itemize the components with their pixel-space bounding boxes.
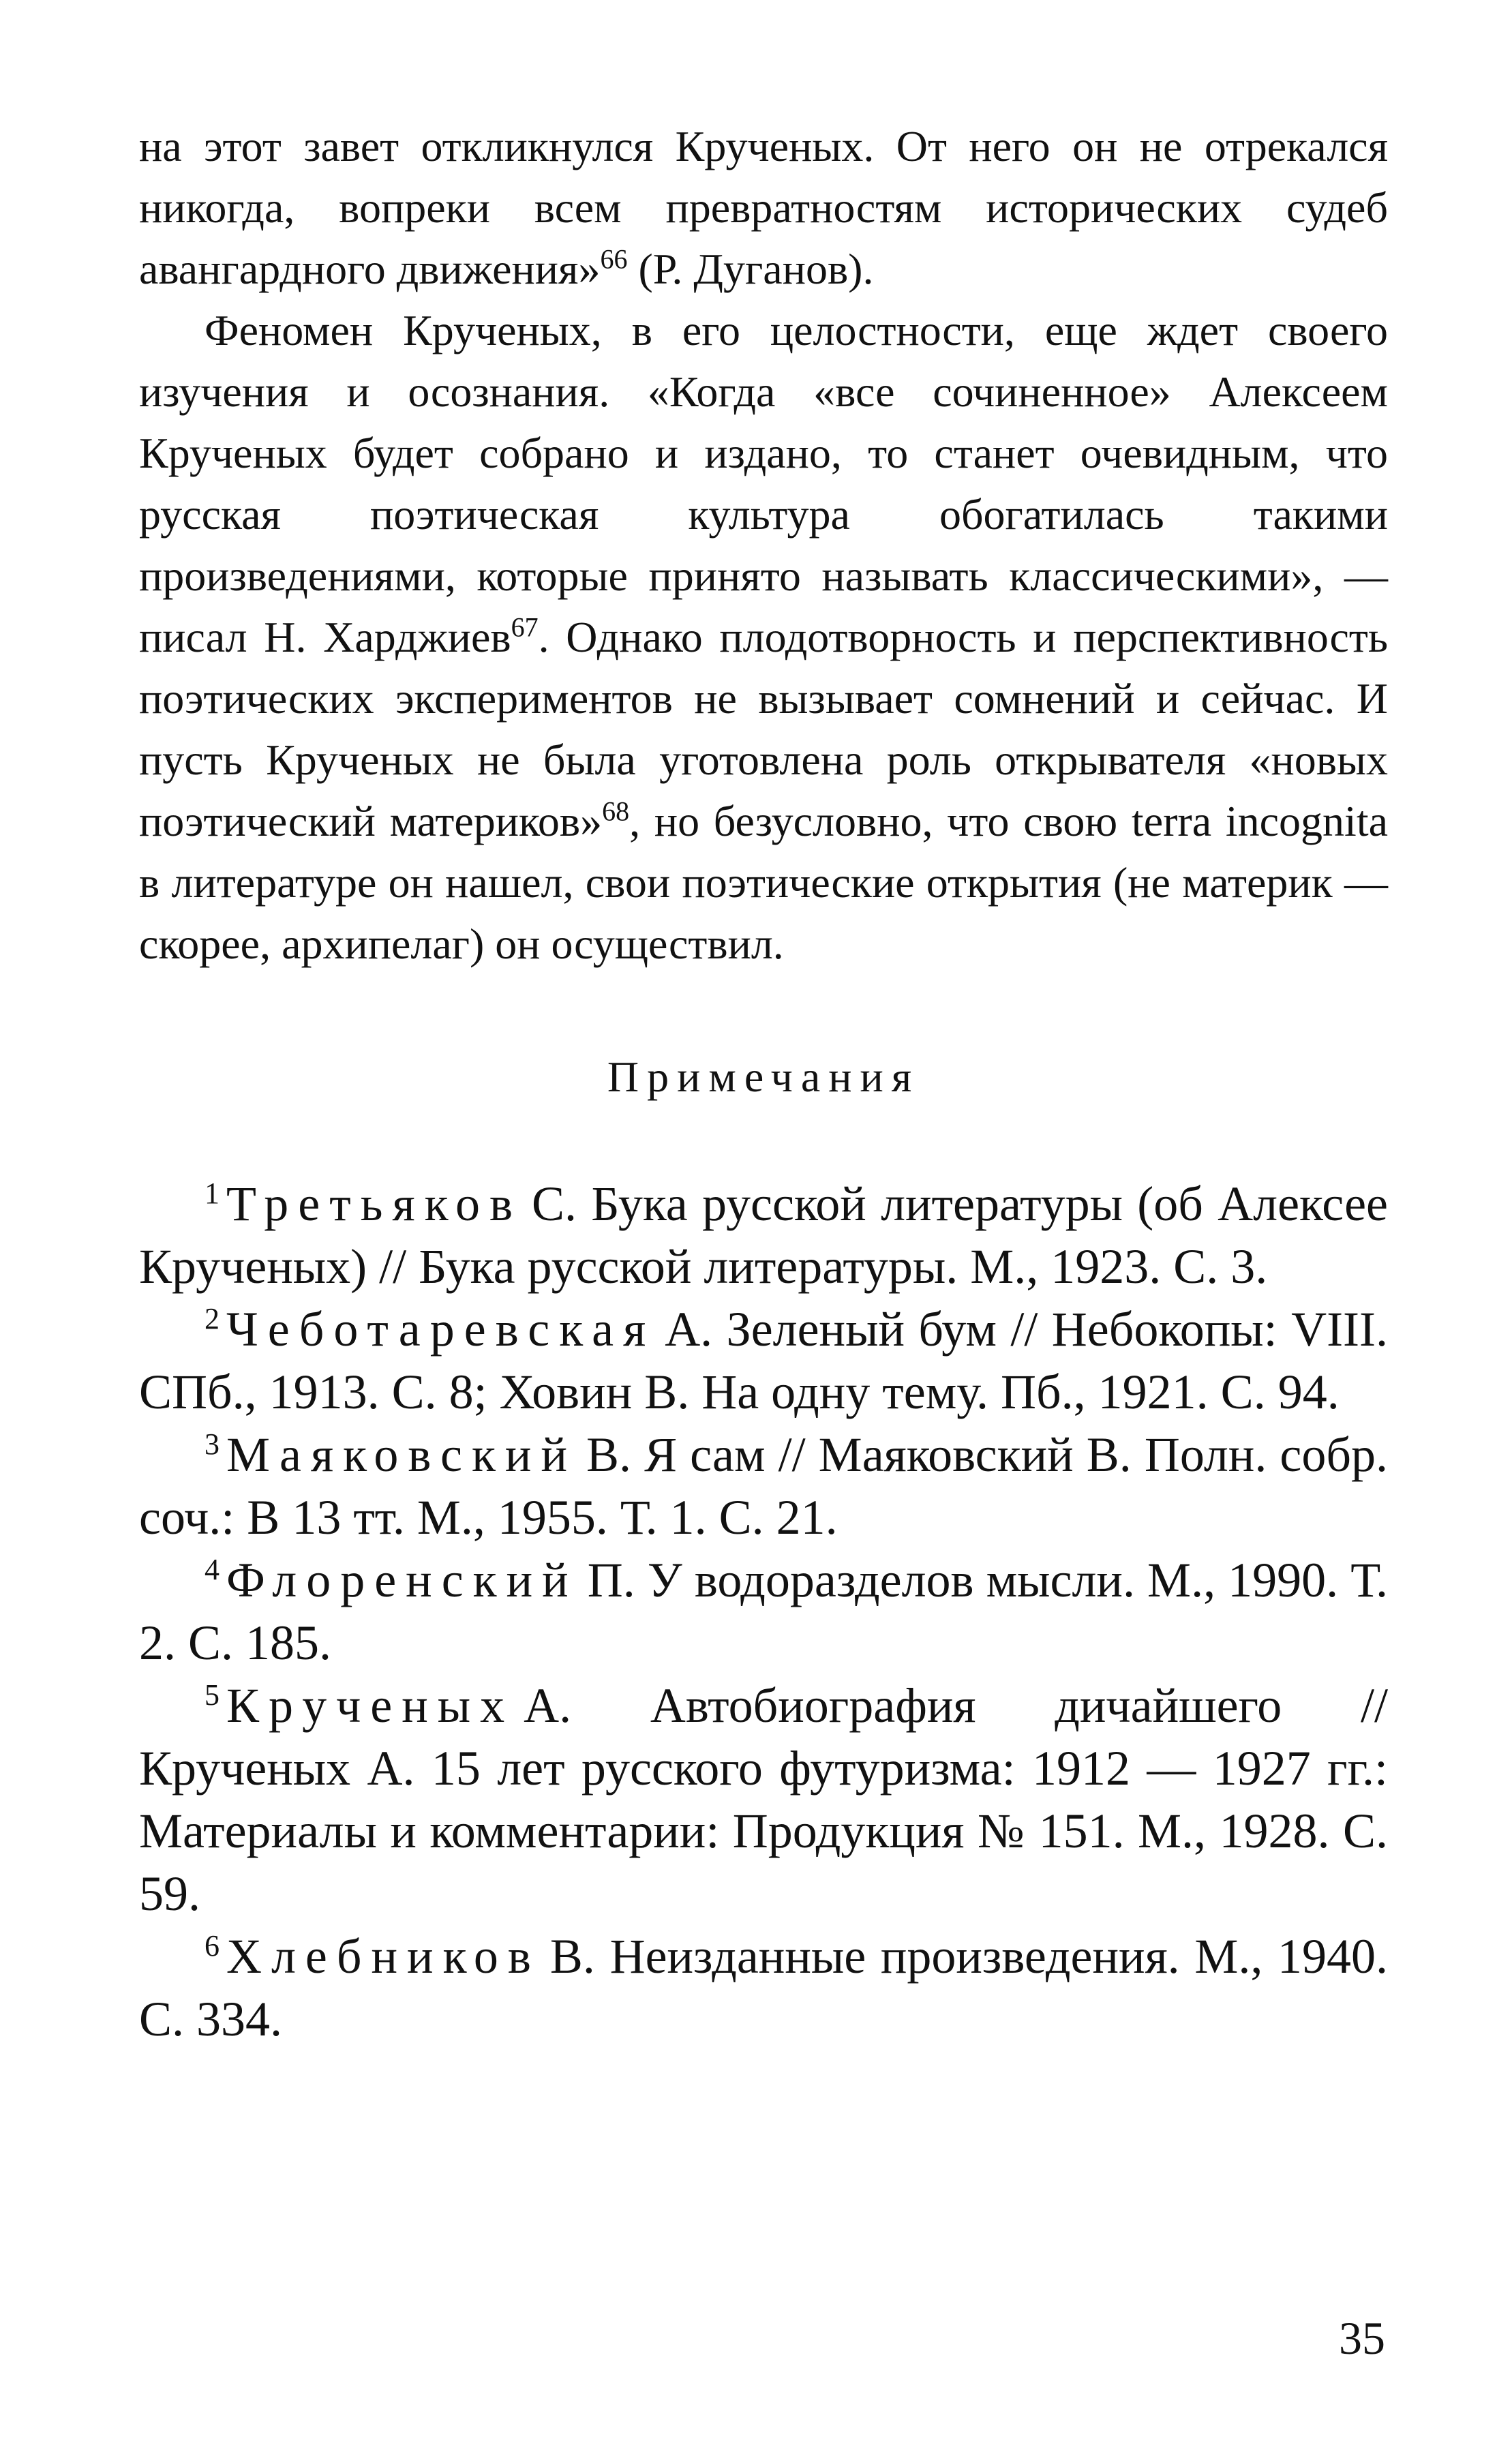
note-number: 1 [205, 1177, 220, 1210]
page-number: 35 [1339, 2312, 1385, 2364]
note-author: Третьяков [226, 1177, 522, 1231]
note-item [139, 1298, 1388, 1423]
note-number: 3 [205, 1427, 220, 1461]
footnote-ref-68: 68 [602, 796, 630, 827]
paragraph-2-text-b: . Однако плодотворность и перспективность поэтических экспериментов не вызывает сомнений и сейчас. И пусть Крученых не была уготовлена роль открывателя «новых поэтический материков» [139, 613, 1388, 845]
note-text: П. У водоразделов мысли. М., 1990. Т. 2. С. 185. [139, 1553, 1388, 1670]
note-text: А. Автобиография дичайшего // Крученых А. 15 лет русского футуризма: 1912 — 1927 гг.: Материалы и комментарии: Продукция № 151. М., 1928. С. 59. [139, 1678, 1388, 1921]
footnote-ref-67: 67 [511, 611, 539, 643]
note-author: Крученых [226, 1678, 515, 1733]
note-item [139, 1423, 1388, 1549]
footnote-ref-66: 66 [600, 243, 628, 275]
note-item [139, 1549, 1388, 1674]
notes-list [139, 1172, 1388, 2050]
note-item [139, 1674, 1388, 1925]
paragraph-1-text-end: (Р. Дуганов). [627, 245, 874, 293]
note-author: Маяковский [226, 1427, 577, 1482]
text-column [139, 116, 1388, 2050]
paragraph-2 [139, 300, 1388, 975]
note-text: С. Бука русской литературы (об Алексее Крученых) // Бука русской литературы. М., 1923. С. 3. [139, 1177, 1388, 1294]
note-item [139, 1172, 1388, 1298]
note-number: 2 [205, 1302, 220, 1335]
note-author: Чеботаревская [226, 1302, 656, 1357]
note-author: Флоренский [226, 1553, 578, 1607]
note-number: 6 [205, 1929, 220, 1963]
note-number: 4 [205, 1553, 220, 1586]
paragraph-1 [139, 116, 1388, 300]
note-item [139, 1925, 1388, 2050]
note-text: В. Я сам // Маяковский В. Полн. собр. соч.: В 13 тт. М., 1955. Т. 1. С. 21. [139, 1427, 1388, 1545]
note-author: Хлебников [226, 1929, 541, 1984]
paragraph-2-text-c: , но безусловно, что свою terra incognita в литературе он нашел, свои поэтические открытия (не материк — скорее, архипелаг) он осуществил. [139, 797, 1389, 968]
notes-heading: Примечания [607, 1052, 920, 1101]
note-text: А. Зеленый бум // Небокопы: VIII. СПб., 1913. С. 8; Ховин В. На одну тему. Пб., 1921. С. 94. [139, 1302, 1388, 1419]
note-text: В. Неизданные произведения. М., 1940. С. 334. [139, 1929, 1388, 2046]
note-number: 5 [205, 1678, 220, 1712]
paragraph-1-text: на этот завет откликнулся Крученых. От него он не отрекался никогда, вопреки всем превратностям исторических судеб авангардного движения» [139, 122, 1388, 293]
paragraph-2-text-a: Феномен Крученых, в его целостности, еще ждет своего изучения и осознания. «Когда «все сочиненное» Алексеем Крученых будет собрано и издано, то станет очевидным, что русская поэтическая культура обогатилась такими произведениями, которые принято называть классическими», — писал Н. Харджиев [139, 306, 1388, 661]
